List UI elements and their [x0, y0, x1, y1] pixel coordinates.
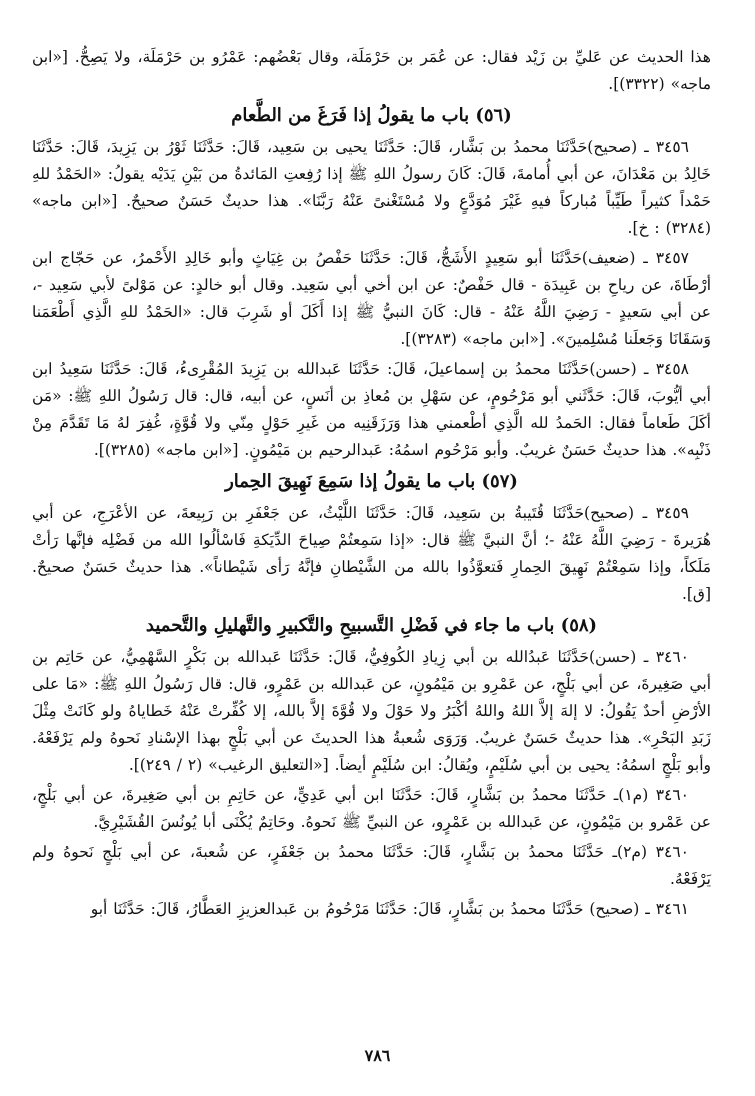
text-paragraph: هذا الحديث عن عَليِّ بن زَيْد فقال: عن عُمَر بن حَرْمَلَة، وقال بَعْضُهم: عَمْرُو بن حَرْمَلَة، ولا يَصِحُّ. [«ابن ماجه» (٣٣٢٢)].	[32, 48, 711, 93]
chapter-heading: (٥٨) باب ما جاء في فَضْلِ التَّسبيحِ والتَّكبيرِ والتَّهليلِ والتَّحميد	[145, 615, 598, 636]
hadith-paragraph: ٣٤٦٠ ـ (حسن)حَدَّثَنَا عَبدُالله بن أبي زِيادِ الكُوفِيُّ، قَالَ: حَدَّثَنَا عَبدالله بن بَكْرٍ السَّهْمِيُّ، عن حَاتِم بن أبي صَغِيرةَ، عن أبي بَلْجٍ، عن عَمْرِو بن مَيْمُونٍ، عن عَبدالله بن عَمْرٍو، قال: قال رَسُولُ اللهِ ﷺ: «مَا على الأرْضِ أحدٌ يَقُولُ: لا إلهَ إلاَّ اللهُ واللهُ أكْبَرُ ولا حَوْلَ ولا قُوَّةَ إلاَّ بالله، إلا كُفِّرتْ عَنْهُ خَطاياهُ ولو كَانَتْ مِثْلَ زَبَدِ البَحْرِ». هذا حديثٌ حَسَنٌ غريبٌ. وَرَوَى شُعبةُ هذا الحديثَ عن أبي بَلْجٍ بهذا الإسْنادِ نَحوهُ ولم يَرْفَعْهُ. وأبو بَلْجٍ اسمُهُ: يحيى بن أبي سُلَيْمٍ، ويُقالُ: ابن سُلَيْمٍ أيضاً. [«التعليق الرغيب» (٢ / ٢٤٩)].	[32, 648, 711, 774]
hadith-paragraph: ٣٤٦٠ (م٢)ـ حَدَّثَنَا محمدُ بن بَشَّارٍ، قَالَ: حَدَّثَنَا محمدُ بن جَعْفَرٍ، عن شُعبةَ، عن أبي بَلْجٍ نَحوهُ ولم يَرْفَعْهُ.	[32, 843, 711, 888]
hadith-paragraph: ٣٤٥٧ ـ (ضعيف)حَدَّثَنَا أبو سَعِيدٍ الأَشَجُّ، قَالَ: حَدَّثَنَا حَفْصُ بن غِيَاثٍ وأبو خَالِدِ الأَحْمرُ، عن حَجّاج ابن أرْطَاةَ، عن رياحِ بن عَبِيدَة - قال حَفْصٌ: عن ابن أخي أبي سَعِيد. وقال أبو خالدٍ: عن مَوْلىً لأبي سَعِيد -، عن أبي سَعيدٍ - رَضِيَ اللَّهُ عَنْهُ - قال: كَانَ النبيُّ ﷺ إذا أَكَلَ أو شَرِبَ قال: «الحَمْدُ للهِ الَّذِي أَطْعَمَنا وَسَقَانَا وَجَعلَنا مُسْلِمينَ». [«ابن ماجه» (٣٢٨٣)].	[32, 249, 711, 348]
hadith-paragraph: ٣٤٥٨ ـ (حسن)حَدَّثَنَا محمدُ بن إسماعيلَ، قَالَ: حَدَّثَنَا عَبدالله بن يَزِيدَ المُقْرِىءُ، قَالَ: حَدَّثَنَا سَعِيدُ ابن أبي أيُّوبَ، قَالَ: حَدَّثَني أبو مَرْحُومٍ، عن سَهْلِ بن مُعاذِ بن أنَسٍ، عن أبيه، قال: قال رَسُولُ اللهِ ﷺ: «مَن أكَلَ طَعاماً فقال: الحَمدُ لله الَّذِي أطْعمني هذا وَرَزَقَنِيه من غَيرِ حَوْلٍ مِنّي ولا قُوَّةٍ، غُفِرَ لهُ مَا تَقَدَّمَ مِنْ ذَنْبِه». هذا حديثٌ حَسَنٌ غريبٌ. وأبو مَرْحُوم اسمُهُ: عَبدالرحيم بن مَيْمُونٍ. [«ابن ماجه» (٣٢٨٥)].	[32, 360, 711, 459]
hadith-paragraph: ٣٤٦١ ـ (صحيح) حَدَّثَنَا محمدُ بن بَشَّارٍ، قَالَ: حَدَّثَنَا مَرْحُومُ بن عَبدالعزيزِ العَطَّارُ، قَالَ: حَدَّثَنَا أبو	[90, 900, 689, 918]
chapter-heading: (٥٧) باب ما يقولُ إذا سَمِعَ نَهِيقَ الحِمار	[225, 471, 518, 492]
hadith-paragraph: ٣٤٥٩ ـ (صحيح)حَدَّثَنَا قُتَيبةُ بن سَعِيد، قَالَ: حَدَّثَنَا اللَّيْثُ، عن جَعْفَرِ بن رَبِيعةَ، عن الأعْرَجِ، عن أبي هُرَيرةَ - رَضِيَ اللَّهُ عَنْهُ -؛ أنَّ النبيَّ ﷺ قال: «إذا سَمِعتُمْ صِياحَ الدِّيَكةِ فَاسْألُوا الله من فَضْلِه فإنَّها رَأتْ مَلَكاً، وإذا سَمِعْتُمْ نَهِيقَ الحِمارِ فَتعوَّذُوا بالله من الشَّيْطانِ فإنَّهُ رَأى شَيْطاناً». هذا حديثٌ حَسَنٌ صحيحٌ. [ق].	[32, 504, 711, 603]
hadith-paragraph: ٣٤٥٦ ـ (صحيح)حَدَّثَنَا محمدُ بن بَشَّار، قَالَ: حَدَّثَنَا يحيى بن سَعِيد، قَالَ: حَدَّثَنَا ثَوْرُ بن يَزِيدَ، قَالَ: حَدَّثَنَا خَالِدُ بن مَعْدَانَ، عن أبي أُمامةَ، قَالَ: كَانَ رسولُ اللهِ ﷺ إذا رُفِعتِ المَائدةُ من بَيْنِ يَدَيْه يقولُ: «الحَمْدُ للهِ حَمْداً كثيراً طَيِّباً مُباركاً فيهِ غَيْرَ مُوَدَّعٍ ولا مُسْتَغْنىً عَنْهُ رَبَّنَا». هذا حديثٌ حَسَنٌ صحيحٌ. [«ابن ماجه» (٣٢٨٤) : خ].	[32, 138, 711, 237]
chapter-heading: (٥٦) باب ما يقولُ إذا فَرَغَ من الطَّعام	[231, 105, 512, 126]
text-body	[32, 44, 711, 923]
page-number: ٧٨٦	[364, 1046, 391, 1065]
hadith-paragraph: ٣٤٦٠ (م١)ـ حَدَّثَنَا محمدُ بن بَشَّارٍ، قَالَ: حَدَّثَنَا ابن أبي عَدِيٍّ، عن حَاتِمِ بن أبي صَغِيرةَ، عن أبي بَلْجٍ، عن عَمْرو بن مَيْمُونٍ، عن عَبدالله بن عَمْرٍو، عن النبيِّ ﷺ نَحوهُ. وحَاتِمٌ يُكْنَى أبا يُونُسَ القُشَيْرِيَّ.	[32, 786, 711, 831]
